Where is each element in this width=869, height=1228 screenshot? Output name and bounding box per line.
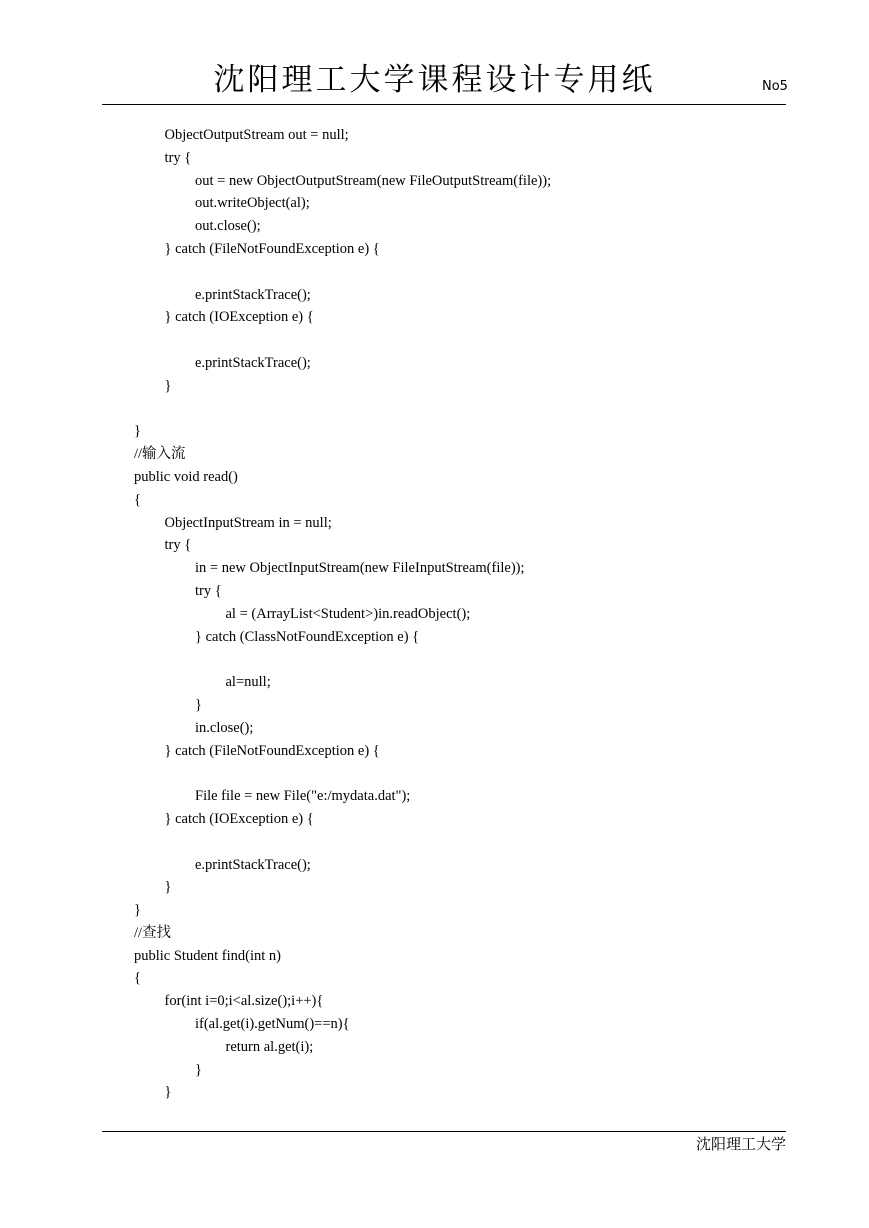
code-line: ObjectOutputStream out = null; [164,127,349,143]
code-line: } [134,902,141,919]
code-line [134,329,784,352]
code-line: } catch (IOException e) { [164,810,314,827]
code-line: for(int i=0;i<al.size();i++){ [164,993,324,1010]
footer-university-name: 沈阳理工大学 [695,1135,786,1153]
code-line: } [164,377,172,394]
code-line: } catch (ClassNotFoundException e) { [195,628,420,645]
code-line: public void read() [134,468,238,485]
code-line: try { [164,537,192,554]
code-line: { [134,491,141,508]
code-line: } catch (IOException e) { [164,309,314,326]
page-title: 沈阳理工大学课程设计专用纸 [213,62,656,98]
code-line: al = (ArrayList<Student>)in.readObject(); [225,605,471,622]
page-number: No5 [762,79,788,94]
code-line: File file = new File("e:/mydata.dat"); [195,788,411,805]
code-line [134,831,784,854]
code-line: } [195,696,202,713]
code-line: return al.get(i); [225,1038,314,1055]
code-line [134,261,784,284]
code-line: } catch (FileNotFoundException e) { [164,240,380,257]
code-listing [134,124,784,1104]
code-line: try { [164,149,192,166]
code-line: e.printStackTrace(); [195,286,311,303]
code-line: } [164,1084,172,1101]
code-line: out = new ObjectOutputStream(new FileOutputStream(file)); [195,172,552,189]
code-line: out.writeObject(al); [195,195,310,212]
code-line: } [134,423,141,440]
code-line [134,398,784,421]
code-line: try { [195,582,222,599]
code-line: } [164,879,172,896]
code-line: //查找 [134,924,172,941]
code-line: al=null; [225,674,271,691]
code-line: } catch (FileNotFoundException e) { [164,742,380,759]
code-line: //输入流 [134,446,186,463]
code-line: ObjectInputStream in = null; [164,514,332,531]
code-line: in.close(); [195,719,254,736]
code-line: public Student find(int n) [134,947,281,964]
code-line [134,648,784,671]
code-line: } [195,1061,202,1078]
code-line [134,762,784,785]
header-divider [102,104,786,105]
code-line: { [134,970,141,987]
code-line: if(al.get(i).getNum()==n){ [195,1016,350,1033]
code-line: out.close(); [195,218,261,235]
code-line: in = new ObjectInputStream(new FileInputStream(file)); [195,560,525,577]
footer-divider [102,1131,786,1132]
code-line: e.printStackTrace(); [195,856,311,873]
code-line: e.printStackTrace(); [195,354,311,371]
